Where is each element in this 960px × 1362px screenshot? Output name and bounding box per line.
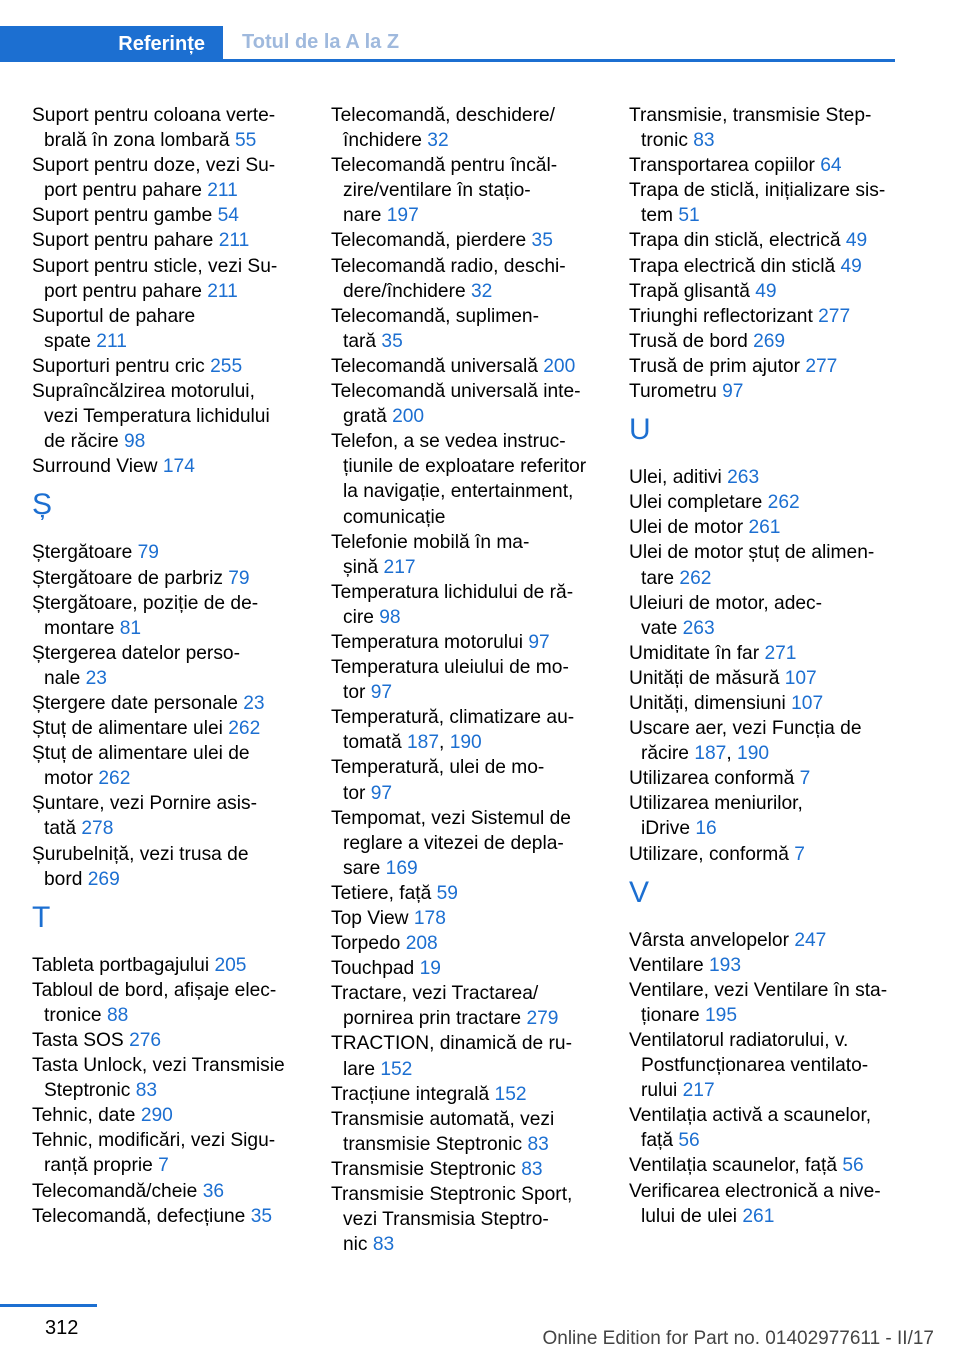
page-reference-link[interactable]: 290 — [140, 1105, 173, 1127]
index-entry: Suport pentru sticle, vezi Su- port pentru pahare 211 — [32, 255, 278, 302]
page-reference-link[interactable]: 49 — [755, 280, 777, 302]
index-entry: Umiditate în far 271 — [629, 642, 797, 664]
index-letter-heading: U — [629, 413, 651, 447]
index-entry: Turometru 97 — [629, 381, 744, 403]
header-rule — [0, 59, 895, 62]
page-reference-link[interactable]: 263 — [727, 467, 760, 489]
page-reference-link[interactable]: 152 — [494, 1083, 527, 1105]
index-entry: Unități de măsură 107 — [629, 667, 817, 689]
index-entry: Suporturi pentru cric 255 — [32, 355, 243, 377]
index-entry: Surround View 174 — [32, 456, 195, 478]
index-entry: Telecomandă, deschidere/ închidere 32 — [331, 105, 555, 152]
page-reference-link[interactable]: 51 — [678, 205, 700, 227]
page-reference-link[interactable]: 23 — [243, 692, 265, 714]
page-reference-link[interactable]: 88 — [106, 1004, 129, 1026]
index-entry: Telefon, a se vedea instruc- țiunile de exploatare referitor la navigație, entertainment, comunicație — [331, 431, 587, 528]
page-reference-link[interactable]: 211 — [207, 280, 238, 302]
index-entry: Ștergătoare 79 — [32, 542, 159, 564]
index-entry: Tasta SOS 276 — [32, 1030, 162, 1051]
index-entry: Transportarea copiilor 64 — [629, 155, 842, 177]
index-entry: Transmisie Steptronic 83 — [331, 1158, 543, 1180]
page-reference-link[interactable]: 271 — [764, 642, 797, 664]
index-entry: Ventilare 193 — [629, 954, 742, 976]
page-reference-link[interactable]: 98 — [379, 606, 401, 628]
page-reference-link[interactable]: 169 — [385, 857, 418, 879]
tab-totul-de-la-a-la-z[interactable]: Totul de la A la Z — [242, 31, 400, 53]
index-entry: Ventilația activă a scaunelor, față 56 — [629, 1105, 872, 1152]
page-reference-link[interactable]: 79 — [228, 567, 250, 589]
index-entry: Torpedo 208 — [331, 933, 438, 955]
page-reference-link[interactable]: 54 — [217, 205, 239, 227]
index-entry: Tehnic, date 290 — [32, 1105, 173, 1127]
index-entry: Tetiere, față 59 — [331, 882, 458, 904]
index-entry: Transmisie, transmisie Step- tronic 83 — [629, 105, 872, 152]
page-reference-link[interactable]: 211 — [96, 330, 127, 352]
index-entry: Ulei de motor 261 — [629, 517, 781, 539]
index-entry: Temperatura motorului 97 — [331, 631, 550, 653]
page-reference-link[interactable]: 211 — [218, 230, 250, 252]
page-reference-link[interactable]: 7 — [799, 768, 811, 790]
page-reference-link[interactable]: 107 — [791, 692, 824, 714]
page-reference-link[interactable]: 7 — [794, 843, 805, 865]
index-entry: Telecomandă, defecțiune 35 — [32, 1205, 273, 1227]
section-tab-bar — [0, 26, 895, 62]
page-reference-link[interactable]: 81 — [119, 617, 142, 639]
page-reference-link[interactable]: 269 — [87, 868, 120, 890]
index-column-3 — [629, 103, 899, 1229]
index-entry: Șurubelniță, vezi trusa de bord 269 — [32, 843, 249, 890]
index-entry: Utilizarea meniurilor, iDrive 16 — [629, 793, 803, 840]
page-reference-link[interactable]: 187 — [407, 732, 440, 754]
index-entry: Vârsta anvelopelor 247 — [629, 929, 827, 951]
page-reference-link[interactable]: 247 — [794, 929, 827, 951]
page-reference-link[interactable]: 83 — [135, 1080, 158, 1102]
index-entry: Ulei, aditivi 263 — [629, 467, 760, 489]
page-reference-link[interactable]: 277 — [818, 305, 851, 327]
page-reference-link[interactable]: 276 — [129, 1030, 162, 1051]
page-reference-link[interactable]: 190 — [737, 743, 770, 765]
index-entry: Tabloul de bord, afișaje elec- tronice 88 — [32, 979, 277, 1026]
index-entry: Ventilatorul radiatorului, v. Postfuncționarea ventilato- rului 217 — [629, 1030, 869, 1102]
index-entry: Supraîncălzirea motorului, vezi Temperatura lichidului de răcire 98 — [32, 381, 270, 453]
index-entry: Temperatură, climatizare au- tomată 187, 190 — [331, 707, 575, 754]
index-entry: Ștuț de alimentare ulei de motor 262 — [32, 743, 250, 790]
index-entry: Ștergere date personale 23 — [32, 692, 265, 714]
index-entry: Tasta Unlock, vezi Transmisie Steptronic 83 — [32, 1055, 285, 1102]
index-entry: Ștuț de alimentare ulei 262 — [32, 718, 261, 740]
page-reference-link[interactable]: 97 — [722, 381, 744, 403]
page-reference-link[interactable]: 279 — [526, 1008, 559, 1030]
page-reference-link[interactable]: 79 — [137, 542, 159, 564]
index-entry: Telecomandă/cheie 36 — [32, 1180, 225, 1202]
index-entry: Temperatura uleiului de mo- tor 97 — [331, 657, 569, 704]
page-reference-link[interactable]: 255 — [210, 355, 243, 377]
index-entry: Temperatură, ulei de mo- tor 97 — [331, 757, 545, 804]
index-entry: Ulei completare 262 — [629, 492, 800, 514]
page-reference-link[interactable]: 98 — [124, 431, 146, 453]
page-reference-link[interactable]: 56 — [678, 1130, 700, 1152]
page-reference-link[interactable]: 211 — [207, 180, 238, 202]
page-reference-link[interactable]: 187 — [694, 743, 727, 765]
page-reference-link[interactable]: 59 — [436, 882, 458, 904]
page-reference-link[interactable]: 16 — [695, 818, 717, 840]
page-reference-link[interactable]: 36 — [202, 1180, 225, 1202]
page-reference-link[interactable]: 278 — [81, 818, 114, 840]
page-reference-link[interactable]: 19 — [419, 958, 441, 980]
index-letter-heading: Ș — [32, 488, 53, 522]
index-entry: Top View 178 — [331, 908, 446, 929]
page-reference-link[interactable]: 208 — [405, 933, 438, 955]
page-reference-link[interactable]: 97 — [370, 782, 393, 804]
index-entry: Tableta portbagajului 205 — [32, 954, 247, 976]
index-entry: Șuntare, vezi Pornire asis- tată 278 — [32, 793, 258, 840]
page-reference-link[interactable]: 23 — [85, 667, 107, 689]
index-entry: Temperatura lichidului de ră- cire 98 — [331, 581, 574, 628]
page-reference-link[interactable]: 193 — [709, 954, 742, 976]
page-reference-link[interactable]: 195 — [705, 1004, 738, 1026]
index-entry: Ștergătoare de parbriz 79 — [32, 567, 250, 589]
page-reference-link[interactable]: 217 — [383, 556, 416, 578]
page-reference-link[interactable]: 174 — [162, 456, 195, 478]
page-reference-link[interactable]: 190 — [449, 732, 482, 754]
page-reference-link[interactable]: 32 — [427, 130, 449, 152]
index-entry: Telecomandă universală 200 — [331, 355, 576, 377]
page-reference-link[interactable]: 49 — [845, 230, 868, 252]
index-entry: Utilizarea conformă 7 — [629, 768, 811, 790]
index-entry: Telefonie mobilă în ma- șină 217 — [331, 531, 530, 578]
index-letter-heading: V — [629, 875, 650, 909]
page-reference-link[interactable]: 200 — [543, 355, 576, 377]
index-entry: Ventilare, vezi Ventilare în sta- ționare 195 — [629, 979, 888, 1026]
index-entry: Tractare, vezi Tractarea/ pornirea prin tractare 279 — [331, 983, 559, 1030]
index-entry: TRACTION, dinamică de ru- lare 152 — [331, 1033, 572, 1080]
index-entry: Transmisie automată, vezi transmisie Steptronic 83 — [331, 1108, 555, 1155]
index-letter-heading: T — [32, 900, 51, 934]
page-reference-link[interactable]: 35 — [381, 330, 403, 352]
index-column-1 — [32, 103, 307, 1229]
index-entry: Tracțiune integrală 152 — [331, 1083, 527, 1105]
page-reference-link[interactable]: 200 — [392, 406, 425, 428]
index-entry: Uscare aer, vezi Funcția de răcire 187, 190 — [629, 718, 862, 765]
page-reference-link[interactable]: 107 — [784, 667, 817, 689]
index-entry: Trapa electrică din sticlă 49 — [629, 255, 862, 277]
page-reference-link[interactable]: 261 — [748, 517, 781, 539]
page-reference-link[interactable]: 277 — [805, 355, 838, 377]
index-entry: Triunghi reflectorizant 277 — [629, 305, 851, 327]
page-reference-link[interactable]: 269 — [753, 330, 786, 352]
page-reference-link[interactable]: 97 — [370, 682, 393, 704]
index-entry: Verificarea electronică a nive- lului de ulei 261 — [629, 1180, 881, 1227]
page-reference-link[interactable]: 178 — [413, 908, 446, 929]
index-entry: Tehnic, modificări, vezi Sigu- ranță proprie 7 — [32, 1130, 276, 1177]
page-reference-link[interactable]: 262 — [679, 567, 712, 589]
page-reference-link[interactable]: 64 — [820, 155, 842, 177]
index-entry: Tempomat, vezi Sistemul de reglare a vitezei de depla- sare 169 — [331, 807, 571, 879]
index-entry: Suport pentru doze, vezi Su- port pentru pahare 211 — [32, 155, 276, 202]
index-entry: Ventilația scaunelor, față 56 — [629, 1155, 864, 1177]
index-entry: Trusă de bord 269 — [629, 330, 786, 352]
page-reference-link[interactable]: 152 — [380, 1058, 413, 1080]
page-reference-link[interactable]: 83 — [372, 1234, 395, 1256]
index-entry: Suport pentru pahare 211 — [32, 230, 250, 252]
index-entry: Suport pentru gambe 54 — [32, 205, 239, 227]
page-reference-link[interactable]: 56 — [842, 1155, 864, 1177]
page-reference-link[interactable]: 55 — [234, 130, 257, 152]
page-reference-link[interactable]: 197 — [386, 205, 419, 227]
page-reference-link[interactable]: 261 — [742, 1205, 775, 1227]
page-reference-link[interactable]: 49 — [840, 255, 862, 277]
index-entry: Trusă de prim ajutor 277 — [629, 355, 838, 377]
index-entry: Suport pentru coloana verte- brală în zona lombară 55 — [32, 105, 276, 152]
index-entry: Utilizare, conformă 7 — [629, 843, 805, 865]
page-reference-link[interactable]: 263 — [682, 617, 715, 639]
index-entry: Telecomandă, pierdere 35 — [331, 230, 553, 252]
page-number-bar — [0, 1304, 97, 1307]
index-entry: Ștergătoare, poziție de de- montare 81 — [32, 592, 259, 639]
page-reference-link[interactable]: 97 — [528, 631, 550, 653]
page-reference-link[interactable]: 83 — [693, 130, 715, 152]
page-reference-link[interactable]: 262 — [228, 718, 261, 740]
index-entry: Transmisie Steptronic Sport, vezi Transmisia Steptro- nic 83 — [331, 1184, 573, 1256]
page-reference-link[interactable]: 83 — [527, 1133, 549, 1155]
index-entry: Unități, dimensiuni 107 — [629, 692, 824, 714]
index-entry: Suportul de pahare spate 211 — [32, 305, 196, 352]
index-entry: Uleiuri de motor, adec- vate 263 — [629, 592, 823, 639]
page-reference-link[interactable]: 262 — [767, 492, 800, 514]
page-reference-link[interactable]: 83 — [521, 1158, 543, 1180]
edition-footer: Online Edition for Part no. 01402977611 - II/17 — [542, 1328, 934, 1349]
page-reference-link[interactable]: 35 — [250, 1205, 273, 1227]
page-reference-link[interactable]: 205 — [214, 954, 247, 976]
index-entry: Telecomandă, suplimen- tară 35 — [331, 305, 539, 352]
index-entry: Trapa de sticlă, inițializare sis- tem 51 — [629, 180, 886, 227]
page-number: 312 — [45, 1317, 79, 1339]
index-entry: Ulei de motor ștuț de alimen- tare 262 — [629, 542, 875, 589]
index-entry: Telecomandă universală inte- grată 200 — [331, 381, 581, 428]
page-reference-link[interactable]: 7 — [158, 1155, 169, 1177]
page-reference-link[interactable]: 35 — [531, 230, 553, 252]
page-reference-link[interactable]: 32 — [471, 280, 493, 302]
index-entry: Telecomandă pentru încăl- zire/ventilare în stațio- nare 197 — [331, 155, 558, 227]
index-entry: Trapă glisantă 49 — [629, 280, 777, 302]
index-entry: Trapa din sticlă, electrică 49 — [629, 230, 868, 252]
index-entry: Ștergerea datelor perso- nale 23 — [32, 642, 240, 689]
index-column-2 — [331, 103, 606, 1257]
index-entry: Telecomandă radio, deschi- dere/închidere 32 — [331, 255, 566, 302]
page-reference-link[interactable]: 262 — [98, 768, 131, 790]
page-reference-link[interactable]: 217 — [682, 1080, 715, 1102]
tab-referinte[interactable]: Referințe — [0, 26, 223, 62]
index-entry: Touchpad 19 — [331, 958, 441, 980]
